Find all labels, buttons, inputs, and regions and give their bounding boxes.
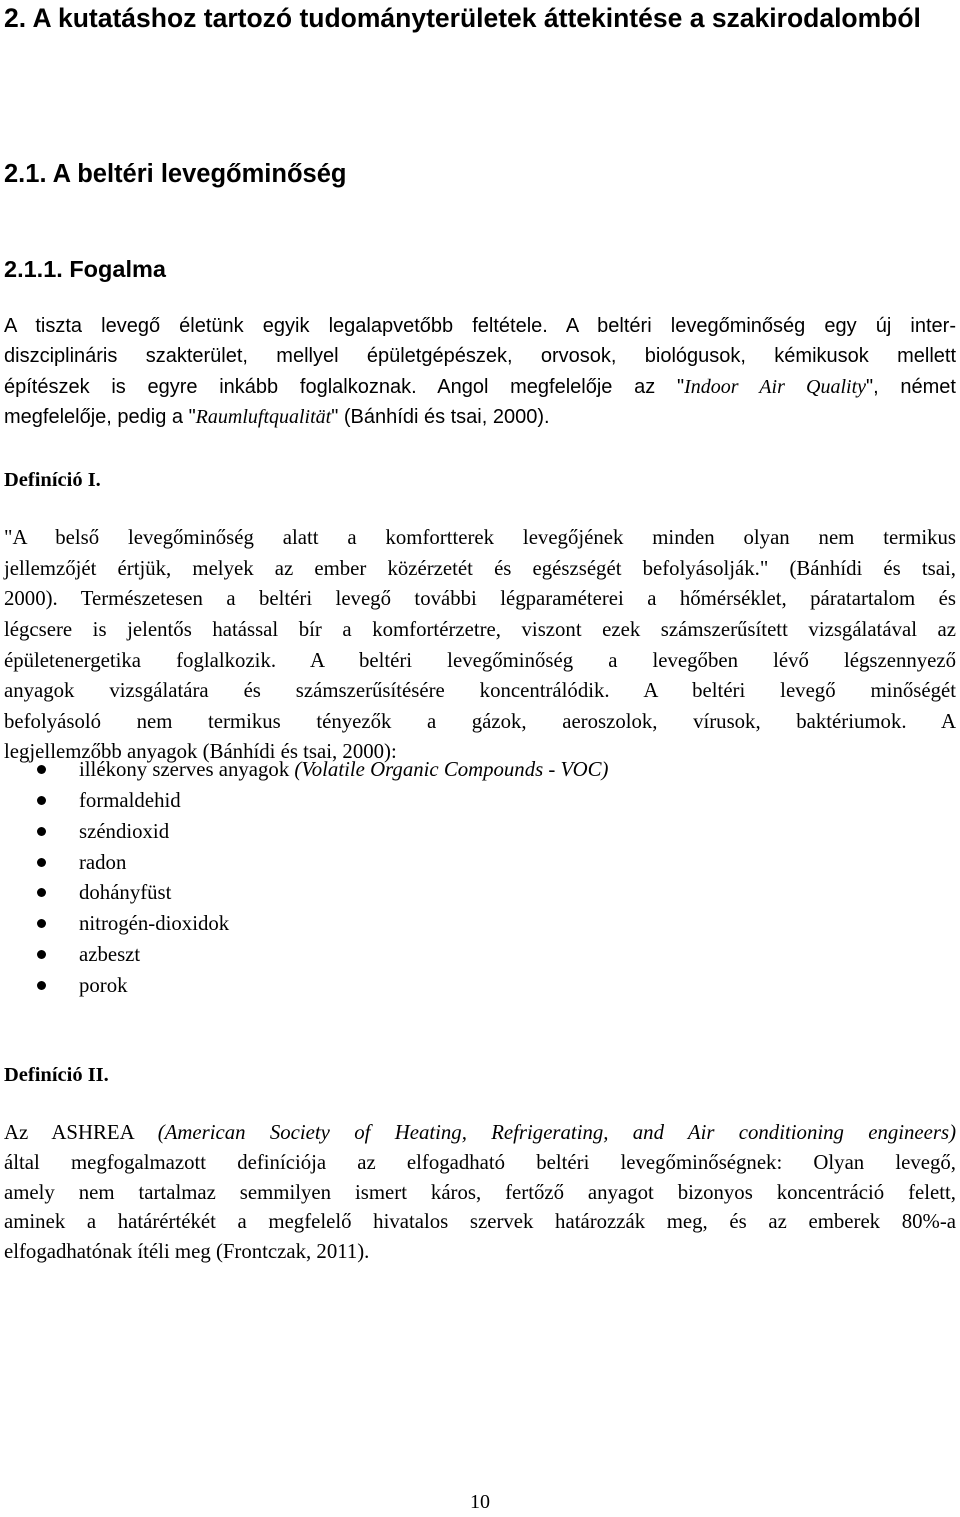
paragraph-line: aminek a határértékét a megfelelő hivatalos szervek határozzák meg, és az emberek 80%-a [4,1210,956,1234]
bullet-icon [37,981,46,990]
paragraph-line: legjellemzőbb anyagok (Bánhídi és tsai, 2000): [4,740,397,764]
paragraph-line: amely nem tartalmaz semmilyen ismert káros, fertőző anyagot bizonyos koncentráció felett, [4,1180,956,1204]
bullet-icon [37,796,46,805]
paragraph-line: befolyásoló nem termikus tényezők a gázok, aeroszolok, vírusok, baktériumok. A [4,709,956,733]
definition-2-paragraph [4,1118,956,1267]
list-item [0,786,960,817]
bullet-icon [37,950,46,959]
bullet-icon [37,888,46,897]
paragraph-line: "A belső levegőminőség alatt a komfortterek levegőjének minden olyan nem termikus [4,526,956,549]
list-item [0,848,960,879]
intro-text: építészek is egyre inkább foglalkoznak. Angol megfelelője az " [4,375,685,398]
definition-1-paragraph [4,523,956,768]
list-item [0,878,960,909]
intro-line [4,372,956,402]
ashrae-expansion: (American Society of Heating, Refrigerating, and Air conditioning engineers) [157,1121,956,1144]
list-item-text: porok [79,973,128,997]
bullet-icon [37,919,46,928]
list-item-term: (Volatile Organic Compounds - VOC) [294,758,609,781]
intro-english-term: Indoor Air Quality [684,375,867,398]
list-item [0,940,960,971]
paragraph-line: 2000). Természetesen a beltéri levegő további légparaméterei a hőmérséklet, páratartalom és [4,587,956,611]
definition-1-heading: Definíció I. [4,469,101,491]
subsubsection-heading: 2.1.1. Fogalma [4,256,166,282]
subsection-heading: 2.1. A beltéri levegőminőség [4,160,347,188]
paragraph-line: anyagok vizsgálatára és számszerűsítésére koncentrálódik. A beltéri levegő minőségét [4,679,956,703]
paragraph-line: jellemzőjét értjük, melyek az ember közérzetét és egészségét befolyásolják." (Bánhídi és tsai, [4,556,956,580]
section-heading: 2. A kutatáshoz tartozó tudományterületek áttekintése a szakirodalomból [4,3,921,33]
list-item-text: dohányfüst [79,881,172,905]
bullet-icon [37,858,46,867]
paragraph-text: Az ASHREA [4,1121,158,1144]
list-item-text: azbeszt [79,943,141,967]
paragraph-line: légcsere is jelentős hatással bír a komfortérzetre, viszont ezek számszerűsített vizsgálatával az [4,617,956,641]
list-item-text: széndioxid [79,819,170,843]
intro-text: megfelelője, pedig a " [4,405,196,428]
page-number: 10 [470,1491,490,1513]
paragraph-line [4,1118,956,1148]
intro-text: ", német [866,375,956,398]
paragraph-line: elfogadhatónak ítéli meg (Frontczak, 2011). [4,1240,370,1264]
list-item [0,909,960,940]
intro-paragraph [4,311,956,432]
bullet-icon [37,765,46,774]
list-item [0,971,960,1002]
paragraph-line: által megfogalmazott definíciója az elfogadható beltéri levegőminőségnek: Olyan levegő, [4,1150,956,1174]
list-item-text: formaldehid [79,788,181,812]
list-item [0,817,960,848]
list-item-text: illékony szerves anyagok [79,758,295,781]
intro-text: " (Bánhídi és tsai, 2000). [331,405,550,428]
intro-german-term: Raumluftqualität [195,405,332,428]
definition-2-heading: Definíció II. [4,1064,109,1086]
intro-line: diszciplináris szakterület, mellyel épületgépészek, orvosok, biológusok, kémikusok mellett [4,345,956,368]
list-item-text: nitrogén-dioxidok [79,912,230,936]
list-item [0,755,960,786]
bullet-icon [37,827,46,836]
paragraph-line: épületenergetika foglalkozik. A beltéri levegőminőség a levegőben lévő légszennyező [4,648,956,672]
list-item-text: radon [79,850,127,874]
intro-line: A tiszta levegő életünk egyik legalapvetőbb feltétele. A beltéri levegőminőség egy új inter- [4,315,956,337]
pollutant-list [0,755,960,1002]
intro-line [4,402,956,432]
